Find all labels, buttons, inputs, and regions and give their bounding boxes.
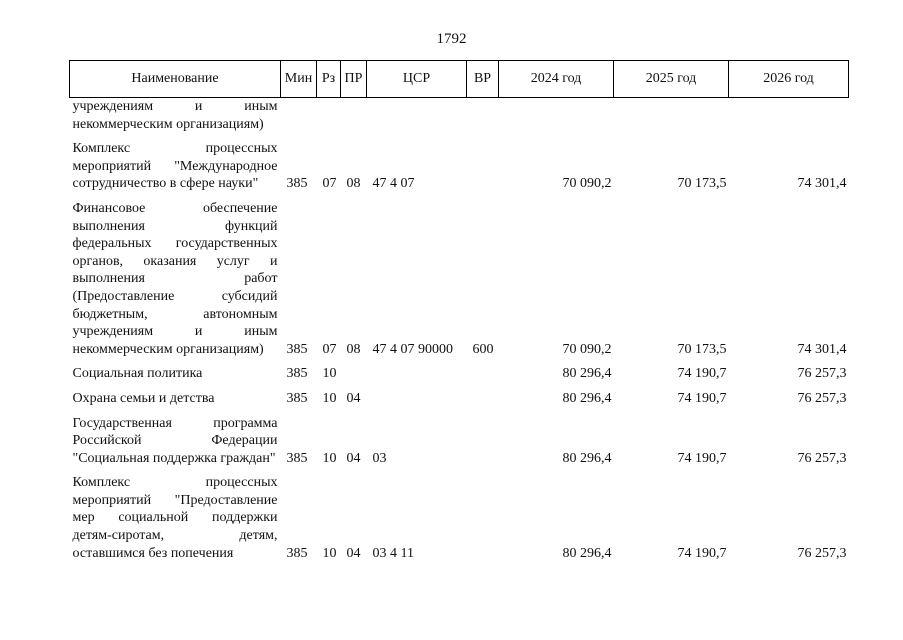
row-name: учреждениям и иным некоммерческим организациям): [72, 99, 278, 132]
row-csr: 03 4 11: [372, 545, 414, 561]
row-name: Государственная программа Российской Федерации "Социальная поддержка граждан": [72, 415, 278, 466]
row-rz: 10: [322, 366, 337, 382]
row-2024: 70 090,2: [562, 341, 612, 357]
row-name: Социальная политика: [72, 366, 203, 382]
row-pr: 08: [346, 176, 361, 192]
row-2024: 80 296,4: [562, 545, 612, 561]
row-min: 385: [286, 450, 308, 466]
table-row: [70, 133, 849, 193]
row-rz: 07: [322, 176, 337, 192]
row-vr: [467, 383, 499, 408]
header-csr: ЦСР: [367, 61, 467, 98]
row-csr: [367, 383, 467, 408]
row-2025: 70 173,5: [677, 341, 727, 357]
row-vr: [467, 408, 499, 468]
table-row: [70, 193, 849, 358]
header-name: Наименование: [70, 61, 281, 98]
row-csr: 47 4 07: [372, 176, 415, 192]
row-rz: 10: [322, 545, 337, 561]
row-2026: 76 257,3: [797, 450, 847, 466]
header-vr: ВР: [467, 61, 499, 98]
header-2025: 2025 год: [614, 61, 729, 98]
row-vr: [467, 358, 499, 383]
row-csr: 03: [372, 450, 387, 466]
row-pr: [341, 98, 367, 134]
table-row: [70, 383, 849, 408]
row-csr: [367, 358, 467, 383]
table-row: [70, 408, 849, 468]
row-name: Финансовое обеспечение выполнения функций федеральных государственных органов, оказания услуг и выполнения работ (Предоставление субсидий бюджетным, автономным учреждениям и иным некоммерческим организациям): [72, 200, 278, 357]
row-min: 385: [286, 390, 308, 406]
row-2024: 80 296,4: [562, 390, 612, 406]
row-name: Комплекс процессных мероприятий "Международное сотрудничество в сфере науки": [72, 141, 278, 192]
row-2026: [729, 98, 849, 134]
row-2025: 74 190,7: [677, 545, 727, 561]
row-pr: 08: [346, 341, 361, 357]
row-min: 385: [286, 366, 308, 382]
row-pr: 04: [346, 390, 361, 406]
row-2026: 74 301,4: [797, 176, 847, 192]
header-2026: 2026 год: [729, 61, 849, 98]
row-vr: 600: [472, 341, 494, 357]
row-csr: 47 4 07 90000: [372, 341, 453, 357]
row-2024: [499, 98, 614, 134]
header-rz: Рз: [317, 61, 341, 98]
row-rz: 07: [322, 341, 337, 357]
row-min: 385: [286, 545, 308, 561]
header-min: Мин: [281, 61, 317, 98]
row-csr: [367, 98, 467, 134]
header-2024: 2024 год: [499, 61, 614, 98]
row-2024: 80 296,4: [562, 450, 612, 466]
table-row: [70, 98, 849, 134]
table-header-row: [70, 61, 849, 98]
row-rz: [317, 98, 341, 134]
row-2025: 74 190,7: [677, 450, 727, 466]
row-2025: [614, 98, 729, 134]
row-rz: 10: [322, 450, 337, 466]
row-pr: [341, 358, 367, 383]
row-name: Комплекс процессных мероприятий "Предоставление мер социальной поддержки детям-сиротам, детям, оставшимся без попечения: [72, 475, 278, 561]
row-2026: 76 257,3: [797, 366, 847, 382]
row-2024: 70 090,2: [562, 176, 612, 192]
row-min: 385: [286, 176, 308, 192]
row-2025: 70 173,5: [677, 176, 727, 192]
row-rz: 10: [322, 390, 337, 406]
row-min: 385: [286, 341, 308, 357]
header-pr: ПР: [341, 61, 367, 98]
budget-table: [69, 60, 849, 562]
table-row: [70, 358, 849, 383]
row-pr: 04: [346, 545, 361, 561]
row-name: Охрана семьи и детства: [72, 390, 215, 406]
row-2026: 76 257,3: [797, 390, 847, 406]
row-2025: 74 190,7: [677, 366, 727, 382]
row-vr: [467, 133, 499, 193]
row-2026: 74 301,4: [797, 341, 847, 357]
row-min: [281, 98, 317, 134]
table-row: [70, 467, 849, 562]
row-2025: 74 190,7: [677, 390, 727, 406]
row-pr: 04: [346, 450, 361, 466]
row-2024: 80 296,4: [562, 366, 612, 382]
page-number: 1792: [436, 31, 467, 47]
row-vr: [467, 467, 499, 562]
row-2026: 76 257,3: [797, 545, 847, 561]
row-vr: [467, 98, 499, 134]
